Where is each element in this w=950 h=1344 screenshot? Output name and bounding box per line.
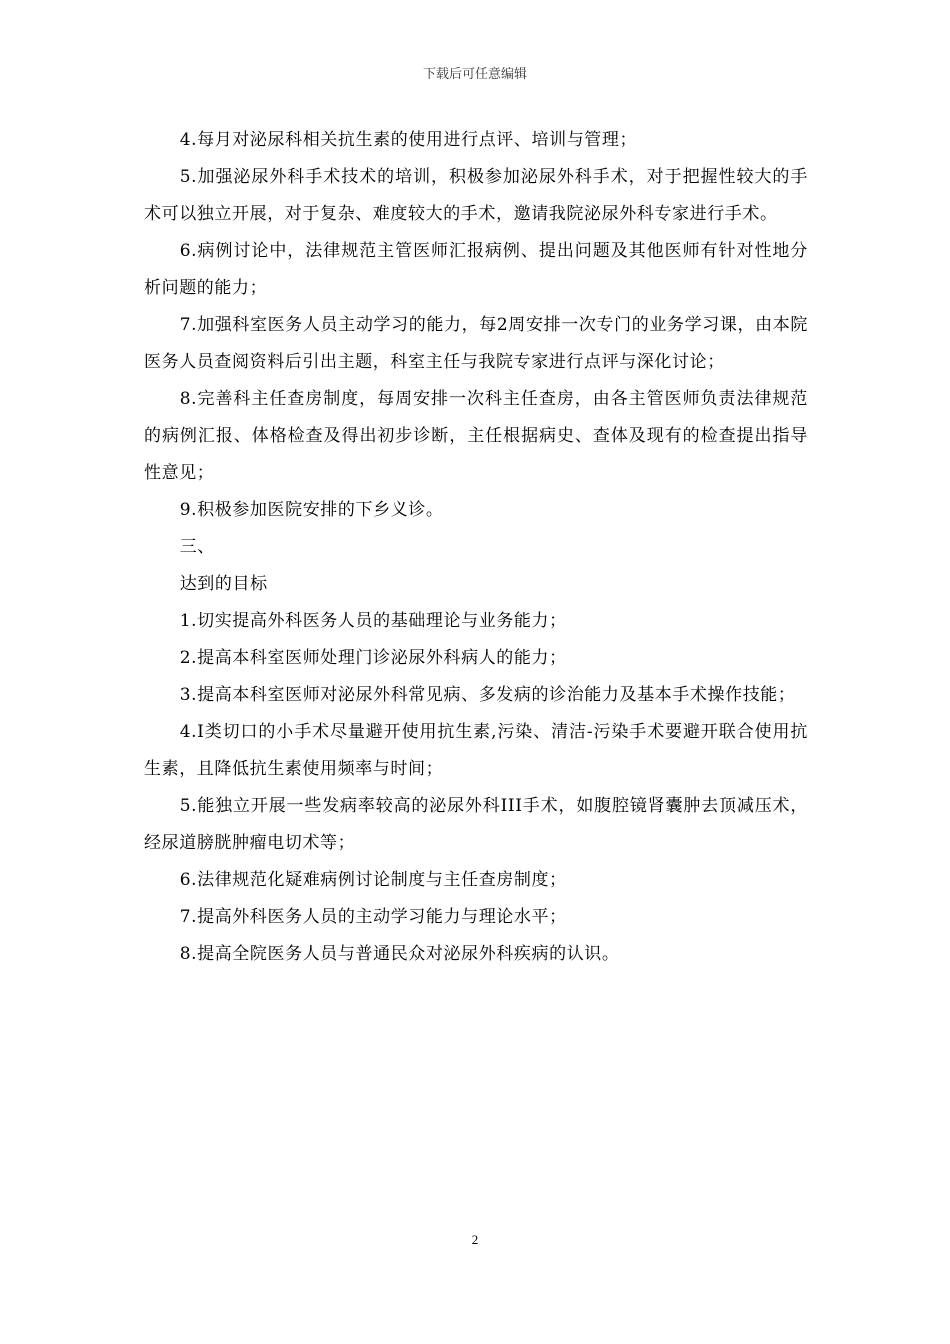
list-item-5: 5.加强泌尿外科手术技术的培训，积极参加泌尿外科手术，对于把握性较大的手术可以独立开展，对于复杂、难度较大的手术，邀请我院泌尿外科专家进行手术。: [144, 167, 808, 224]
list-item-8: 8.完善科主任查房制度，每周安排一次科主任查房，由各主管医师负责法律规范的病例汇报、体格检查及得出初步诊断，主任根据病史、查体及现有的检查提出指导性意见；: [144, 389, 808, 483]
goal-item-7: 7.提高外科医务人员的主动学习能力与理论水平；: [179, 907, 567, 927]
page-header: 下载后可任意编辑: [422, 67, 527, 82]
list-item-9: 9.积极参加医院安排的下乡义诊。: [179, 500, 444, 520]
document-body: [144, 122, 808, 973]
goal-item-4: 4.I类切口的小手术尽量避开使用抗生素,污染、清洁-污染手术要避开联合使用抗生素，且降低抗生素使用频率与时间；: [144, 722, 808, 779]
section-title: 达到的目标: [179, 574, 268, 594]
list-item-4: 4.每月对泌尿科相关抗生素的使用进行点评、培训与管理；: [179, 130, 638, 150]
section-number: 三、: [179, 537, 215, 557]
list-item-7: 7.加强科室医务人员主动学习的能力，每2周安排一次专门的业务学习课，由本院医务人员查阅资料后引出主题，科室主任与我院专家进行点评与深化讨论；: [144, 315, 808, 372]
goal-item-8: 8.提高全院医务人员与普通民众对泌尿外科疾病的认识。: [179, 944, 620, 964]
goal-item-1: 1.切实提高外科医务人员的基础理论与业务能力；: [179, 611, 567, 631]
page-number: 2: [471, 1232, 479, 1247]
goal-item-6: 6.法律规范化疑难病例讨论制度与主任查房制度；: [179, 870, 567, 890]
goal-item-5: 5.能独立开展一些发病率较高的泌尿外科III手术，如腹腔镜肾囊肿去顶减压术，经尿道膀胱肿瘤电切术等；: [144, 796, 808, 853]
goal-item-2: 2.提高本科室医师处理门诊泌尿外科病人的能力；: [179, 648, 567, 668]
goal-item-3: 3.提高本科室医师对泌尿外科常见病、多发病的诊治能力及基本手术操作技能；: [179, 685, 796, 705]
list-item-6: 6.病例讨论中，法律规范主管医师汇报病例、提出问题及其他医师有针对性地分析问题的能力；: [144, 241, 808, 298]
